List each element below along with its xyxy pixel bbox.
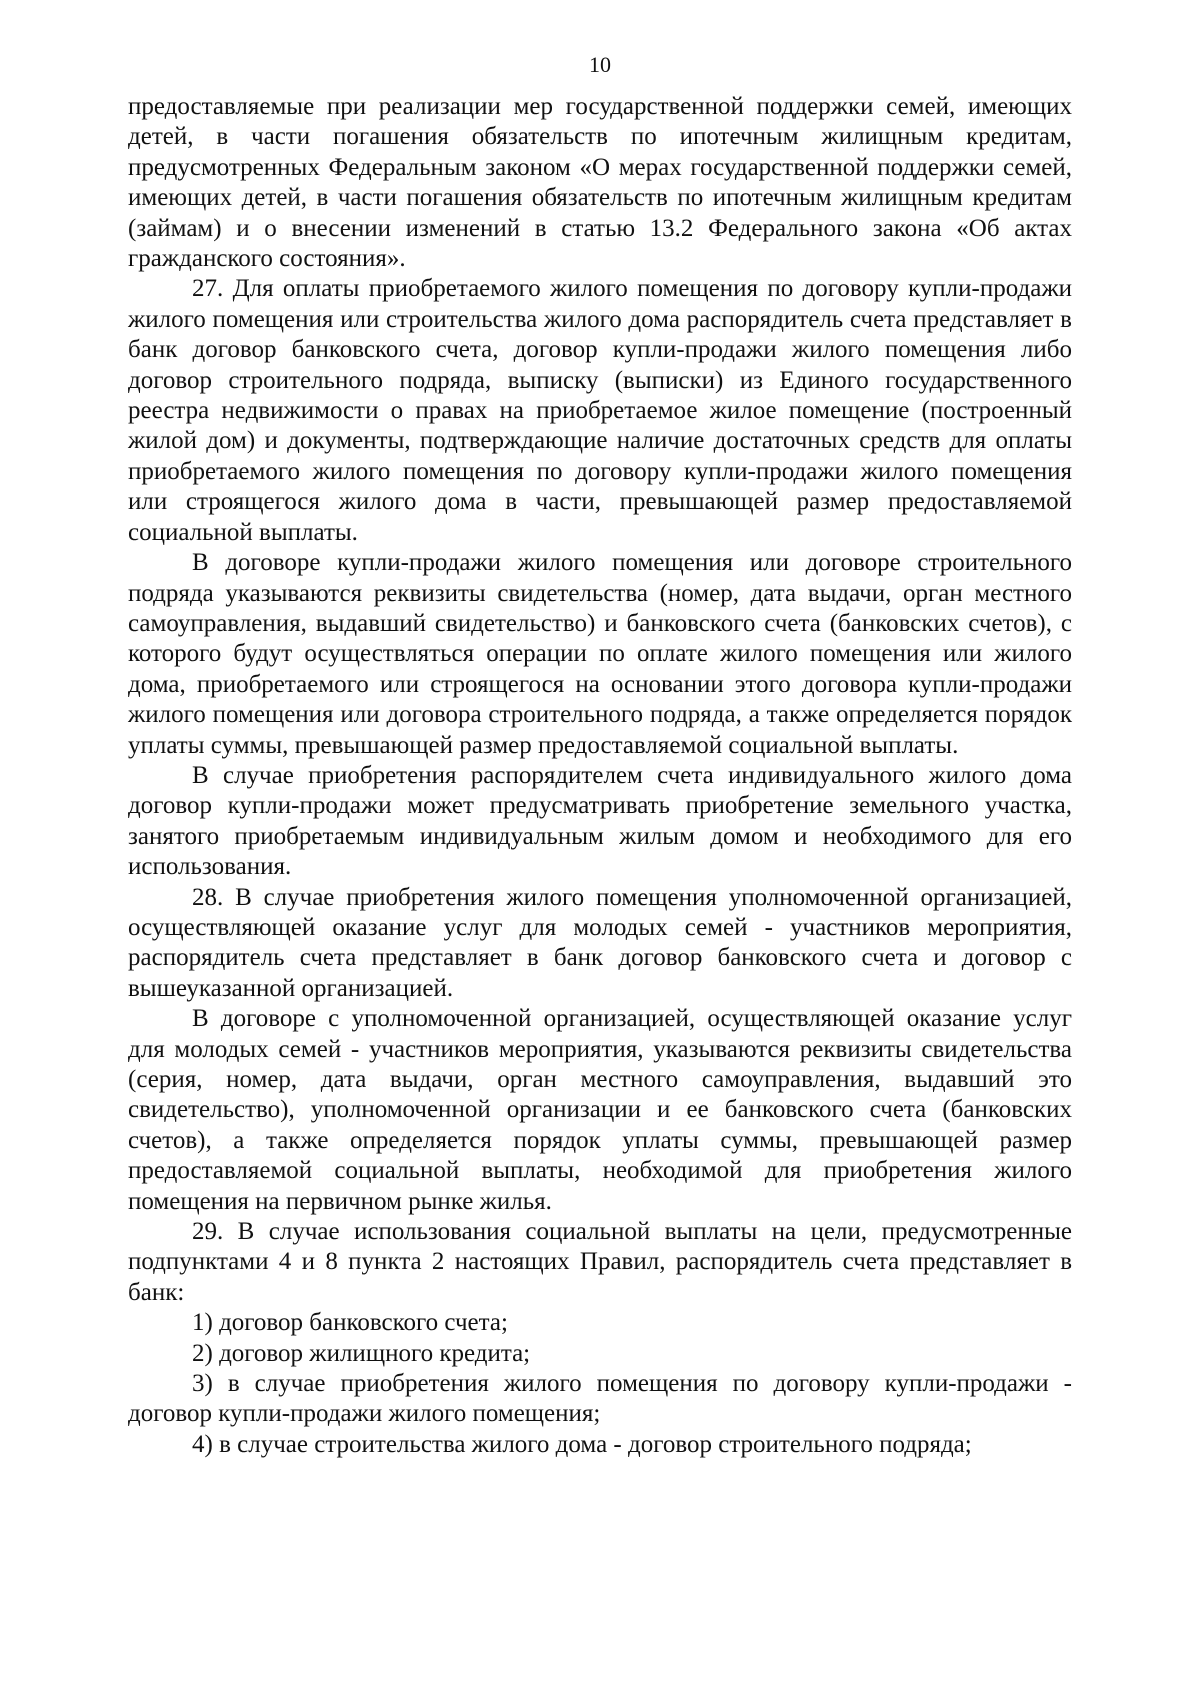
- document-body: [128, 92, 1072, 1460]
- list-item-2: 2) договор жилищного кредита;: [192, 1339, 531, 1367]
- paragraph-clause-29: 29. В случае использования социальной выплаты на цели, предусмотренные подпунктами 4 и 8 пункта 2 настоящих Правил, распорядитель счета представляет в банк:: [128, 1218, 1072, 1306]
- paragraph-clause-28: 28. В случае приобретения жилого помещения уполномоченной организацией, осуществляющей оказание услуг для молодых семей - участников мероприятия, распорядитель счета представляет в банк договор банковского счета и договор с вышеуказанной организацией.: [128, 883, 1072, 1002]
- paragraph-contract-requisites: В договоре купли-продажи жилого помещения или договоре строительного подряда указываются реквизиты свидетельства (номер, дата выдачи, орган местного самоуправления, выдавший свидетельство) и банковского счета (банковских счетов), с которого будут осуществляться операции по оплате жилого помещения или жилого дома, приобретаемого или строящегося на основании этого договора купли-продажи жилого помещения или договора строительного подряда, а также определяется порядок уплаты суммы, превышающей размер предоставляемой социальной выплаты.: [128, 549, 1072, 759]
- list-item-4: 4) в случае строительства жилого дома - договор строительного подряда;: [192, 1430, 972, 1458]
- paragraph-continuation: предоставляемые при реализации мер государственной поддержки семей, имеющих детей, в части погашения обязательств по ипотечным жилищным кредитам, предусмотренных Федеральным законом «О мерах государственной поддержки семей, имеющих детей, в части погашения обязательств по ипотечным жилищным кредитам (займам) и о внесении изменений в статью 13.2 Федерального закона «Об актах гражданского состояния».: [128, 93, 1072, 273]
- list-item-1: 1) договор банковского счета;: [192, 1309, 508, 1337]
- paragraph-clause-27: 27. Для оплаты приобретаемого жилого помещения по договору купли-продажи жилого помещения или строительства жилого дома распорядитель счета представляет в банк договор банковского счета, договор купли-продажи жилого помещения либо договор строительного подряда, выписку (выписки) из Единого государственного реестра недвижимости о правах на приобретаемое жилое помещение (построенный жилой дом) и документы, подтверждающие наличие достаточных средств для оплаты приобретаемого жилого помещения по договору купли-продажи жилого помещения или строящегося жилого дома в части, превышающей размер предоставляемой социальной выплаты.: [128, 275, 1072, 546]
- list-item-3: 3) в случае приобретения жилого помещения по договору купли-продажи - договор купли-продажи жилого помещения;: [128, 1370, 1072, 1428]
- page-number: 10: [589, 52, 611, 77]
- paragraph-individual-house: В случае приобретения распорядителем счета индивидуального жилого дома договор купли-продажи может предусматривать приобретение земельного участка, занятого приобретаемым индивидуальным жилым домом и необходимого для его использования.: [128, 761, 1072, 881]
- paragraph-authorized-organization: В договоре с уполномоченной организацией, осуществляющей оказание услуг для молодых семей - участников мероприятия, указываются реквизиты свидетельства (серия, номер, дата выдачи, орган местного самоуправления, выдавший это свидетельство), уполномоченной организации и ее банковского счета (банковских счетов), а также определяется порядок уплаты суммы, превышающей размер предоставляемой социальной выплаты, необходимой для приобретения жилого помещения на первичном рынке жилья.: [128, 1005, 1072, 1215]
